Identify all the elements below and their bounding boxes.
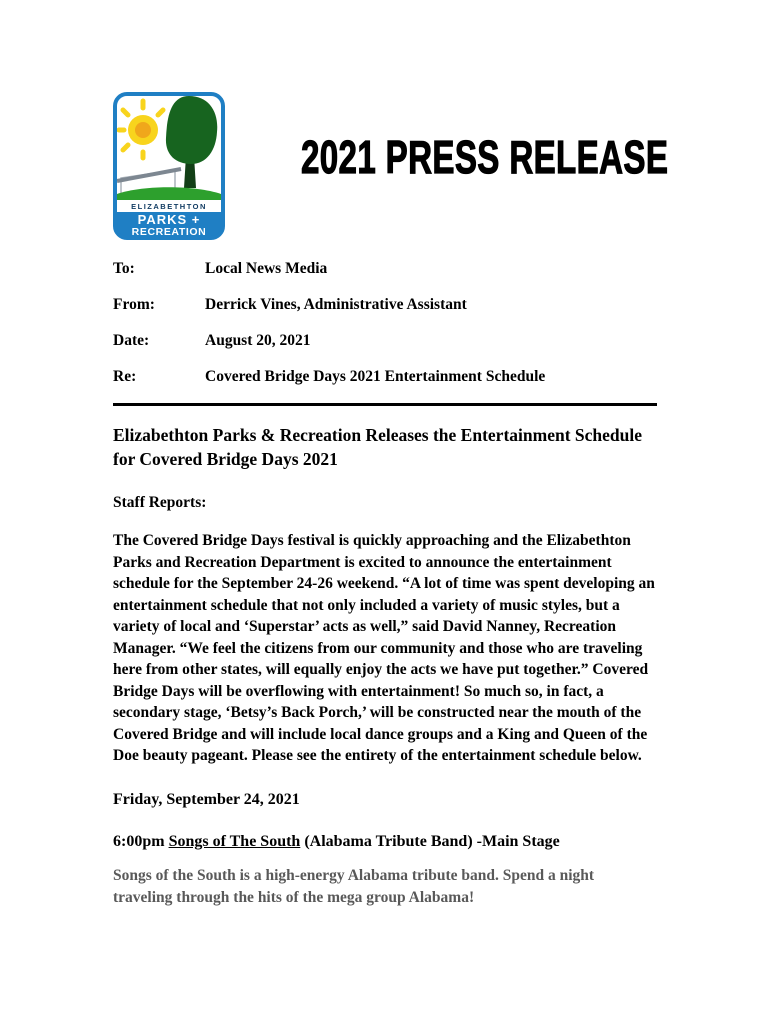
memo-label: To: xyxy=(113,260,135,277)
memo-value: Local News Media xyxy=(205,260,328,277)
page-content xyxy=(113,92,669,909)
schedule-date-heading: Friday, September 24, 2021 xyxy=(113,790,300,808)
memo-row-to xyxy=(113,259,657,279)
divider-rule xyxy=(113,403,657,406)
memo-row-re xyxy=(113,367,657,387)
event-time: 6:00pm xyxy=(113,832,169,850)
memo-block xyxy=(113,259,657,387)
press-release-title: 2021 PRESS RELEASE xyxy=(301,131,669,183)
article-byline: Staff Reports: xyxy=(113,494,207,511)
event-description: Songs of the South is a high-energy Alabama tribute band. Spend a night traveling through the hits of the mega group Alabama! xyxy=(113,866,595,906)
memo-value: Derrick Vines, Administrative Assistant xyxy=(205,296,467,313)
article-body-paragraph: The Covered Bridge Days festival is quickly approaching and the Elizabethton Parks and Recreation Department is excited to announce the entertainment schedule for the September 24-26 weekend. “A lot of time was spent developing an entertainment schedule that not only included a variety of music styles, but a variety of local and ‘Superstar’ acts as well,” said David Nanney, Recreation Manager. “We feel the citizens from our community and those who are traveling here from other states, will equally enjoy the acts we have put together.” Covered Bridge Days will be overflowing with entertainment! So much so, in fact, a secondary stage, ‘Betsy’s Back Porch,’ will be constructed near the mouth of the Covered Bridge and will include local dance groups and a King and Queen of the Doe beauty pageant. Please see the entirety of the entertainment schedule below. xyxy=(113,532,655,764)
logo-recreation-text: RECREATION xyxy=(131,226,207,238)
logo-city-text: ELIZABETHTON xyxy=(131,202,207,211)
memo-label: Date: xyxy=(113,332,150,349)
memo-value: August 20, 2021 xyxy=(205,332,311,349)
document-header xyxy=(113,92,669,240)
event-details: (Alabama Tribute Band) -Main Stage xyxy=(300,832,560,850)
event-band-name: Songs of The South xyxy=(168,832,301,850)
parks-recreation-logo xyxy=(113,92,225,240)
article-heading: Elizabethton Parks & Recreation Releases the Entertainment Schedule for Covered Bridge Days 2021 xyxy=(113,425,642,469)
event-title-line xyxy=(113,831,657,852)
memo-row-from xyxy=(113,295,657,315)
memo-value: Covered Bridge Days 2021 Entertainment Schedule xyxy=(205,368,546,385)
memo-label: From: xyxy=(113,296,155,313)
memo-label: Re: xyxy=(113,368,137,385)
memo-row-date xyxy=(113,331,657,351)
logo-parks-text: PARKS + xyxy=(137,212,201,227)
